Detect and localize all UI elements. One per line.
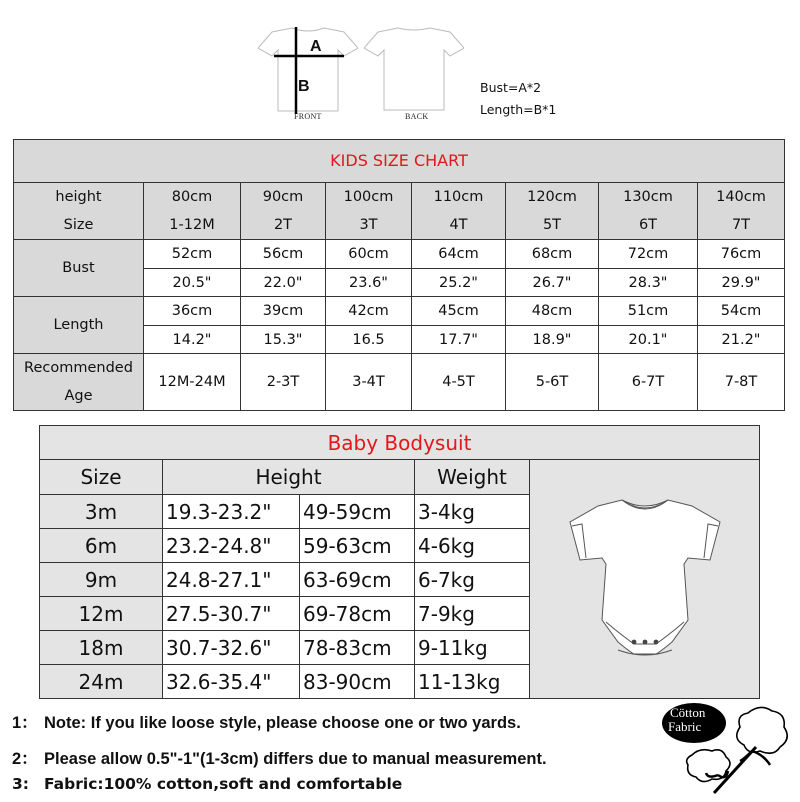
bust-cm-cell: 64cm [412, 240, 506, 269]
header-col-7: 140cm 7T [698, 183, 784, 240]
note-1: 1： Note: If you like loose style, please choose one or two yards. [12, 714, 521, 732]
height-inch-cell: 19.3-23.2" [163, 495, 300, 529]
bust-cm-cell: 52cm [144, 240, 241, 269]
row-label-length: Length [14, 297, 144, 354]
note-3: 3: Fabric:100% cotton,soft and comfortable [12, 775, 403, 793]
height-cm-cell: 63-69cm [300, 563, 415, 597]
label-a: A [310, 38, 322, 55]
weight-cell: 4-6kg [415, 529, 530, 563]
bodysuit-image-cell [530, 460, 759, 698]
weight-cell: 11-13kg [415, 665, 530, 698]
length-cm-cell: 45cm [412, 297, 506, 326]
bust-inch-cell: 29.9" [698, 269, 784, 297]
header-col-3: 100cm 3T [326, 183, 412, 240]
bodysuit-chart-title: Baby Bodysuit [40, 426, 759, 460]
length-cm-cell: 48cm [506, 297, 599, 326]
header-size: Size [40, 460, 163, 495]
bust-inch-cell: 20.5" [144, 269, 241, 297]
age-cell: 4-5T [412, 354, 506, 410]
front-caption: FRONT [294, 112, 322, 121]
weight-cell: 7-9kg [415, 597, 530, 631]
length-inch-cell: 15.3" [241, 326, 326, 354]
age-cell: 12M-24M [144, 354, 241, 410]
label-b: B [298, 78, 310, 95]
age-cell: 5-6T [506, 354, 599, 410]
note-2: 2： Please allow 0.5"-1"(1-3cm) differs due to manual measurement. [12, 750, 547, 768]
bust-cm-cell: 68cm [506, 240, 599, 269]
cotton-fabric-badge [656, 703, 796, 798]
kids-size-chart [13, 139, 785, 411]
kids-chart-title: KIDS SIZE CHART [14, 140, 784, 183]
height-cm-cell: 59-63cm [300, 529, 415, 563]
header-col-5: 120cm 5T [506, 183, 599, 240]
length-cm-cell: 51cm [599, 297, 698, 326]
badge-line-1: Cötton [670, 705, 706, 720]
header-col-2: 90cm 2T [241, 183, 326, 240]
length-cm-cell: 39cm [241, 297, 326, 326]
length-inch-cell: 21.2" [698, 326, 784, 354]
length-inch-cell: 20.1" [599, 326, 698, 354]
row-label-bust: Bust [14, 240, 144, 297]
front-tshirt-icon [258, 26, 358, 118]
size-cell: 18m [40, 631, 163, 665]
height-cm-cell: 78-83cm [300, 631, 415, 665]
length-formula: Length=B*1 [480, 102, 557, 117]
bust-formula: Bust=A*2 [480, 80, 542, 95]
bust-inch-cell: 23.6" [326, 269, 412, 297]
size-cell: 12m [40, 597, 163, 631]
height-cm-cell: 69-78cm [300, 597, 415, 631]
header-col-1: 80cm 1-12M [144, 183, 241, 240]
back-caption: BACK [405, 112, 429, 121]
length-inch-cell: 16.5 [326, 326, 412, 354]
row-label-recommended-age: Recommended Age [14, 354, 144, 410]
bust-inch-cell: 26.7" [506, 269, 599, 297]
header-col-4: 110cm 4T [412, 183, 506, 240]
age-cell: 7-8T [724, 374, 758, 390]
badge-line-2: Fabric [668, 719, 702, 734]
size-cell: 9m [40, 563, 163, 597]
height-inch-cell: 27.5-30.7" [163, 597, 300, 631]
row-label-height-size: height Size [14, 183, 144, 240]
length-cm-cell: 42cm [326, 297, 412, 326]
bust-inch-cell: 25.2" [412, 269, 506, 297]
baby-bodysuit-icon [560, 484, 730, 674]
bust-cm-cell: 56cm [241, 240, 326, 269]
size-cell: 24m [40, 665, 163, 698]
header-weight: Weight [415, 460, 530, 495]
length-inch-cell: 17.7" [412, 326, 506, 354]
baby-bodysuit-chart [39, 425, 760, 699]
bust-cm-cell: 60cm [326, 240, 412, 269]
bust-inch-cell: 28.3" [599, 269, 698, 297]
bust-cm-cell: 72cm [599, 240, 698, 269]
length-cm-cell: 54cm [698, 297, 784, 326]
size-cell: 3m [40, 495, 163, 529]
header-col-6: 130cm 6T [599, 183, 698, 240]
header-height: Height [163, 460, 415, 495]
age-cell: 6-7T [599, 354, 698, 410]
bust-inch-cell: 22.0" [241, 269, 326, 297]
weight-cell: 3-4kg [415, 495, 530, 529]
height-inch-cell: 30.7-32.6" [163, 631, 300, 665]
weight-cell: 9-11kg [415, 631, 530, 665]
age-cell: 3-4T [326, 354, 412, 410]
weight-cell: 6-7kg [415, 563, 530, 597]
size-cell: 6m [40, 529, 163, 563]
length-inch-cell: 14.2" [144, 326, 241, 354]
height-cm-cell: 83-90cm [300, 665, 415, 698]
height-cm-cell: 49-59cm [300, 495, 415, 529]
height-inch-cell: 32.6-35.4" [163, 665, 300, 698]
back-tshirt-icon [364, 26, 464, 114]
bust-cm-cell: 76cm [698, 240, 784, 269]
height-inch-cell: 24.8-27.1" [163, 563, 300, 597]
age-cell: 2-3T [241, 354, 326, 410]
height-inch-cell: 23.2-24.8" [163, 529, 300, 563]
length-inch-cell: 18.9" [506, 326, 599, 354]
length-cm-cell: 36cm [144, 297, 241, 326]
